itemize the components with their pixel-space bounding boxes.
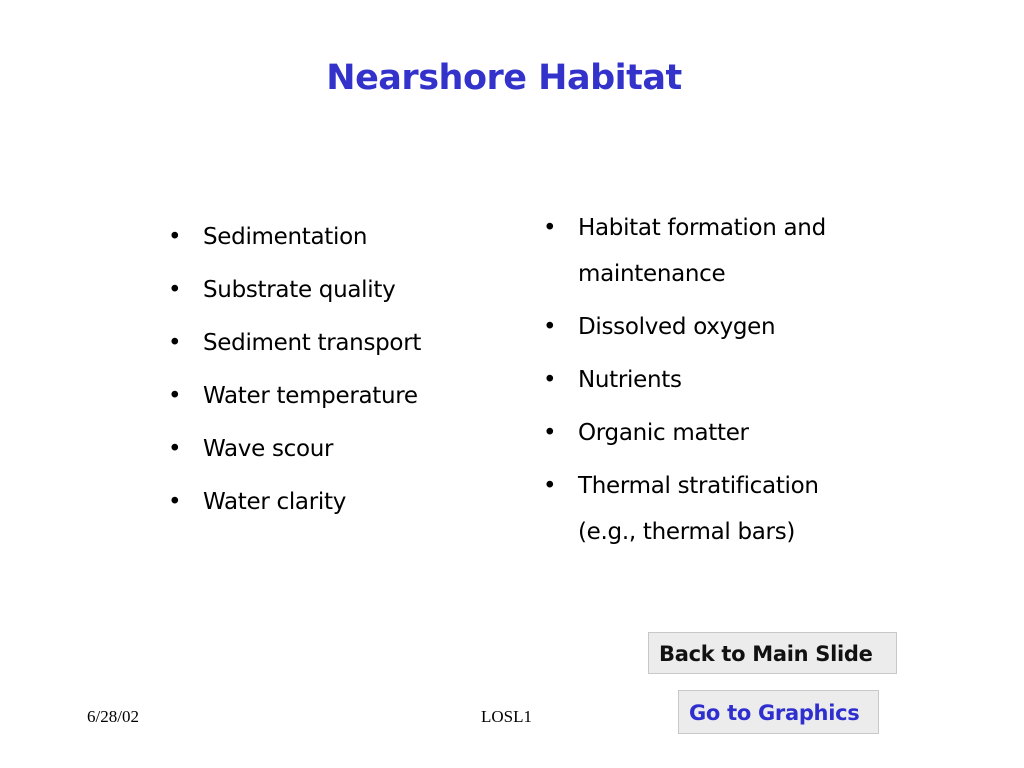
- bullet-text-continuation: (e.g., thermal bars): [578, 519, 796, 545]
- bullet-text: Nutrients: [578, 367, 682, 393]
- right-bullet-list: [543, 205, 893, 562]
- bullet-item: • Wave scour: [168, 426, 498, 472]
- slide-title: Nearshore Habitat: [326, 58, 682, 98]
- bullet-item: [543, 410, 893, 456]
- bullet-item: • Sedimentation: [168, 214, 498, 260]
- back-to-main-slide-button[interactable]: Back to Main Slide: [648, 632, 897, 674]
- bullet-item: • Water clarity: [168, 479, 498, 525]
- bullet-item: • Substrate quality: [168, 267, 498, 313]
- bullet-text: Dissolved oxygen: [578, 314, 776, 340]
- bullet-item: • Water temperature: [168, 373, 498, 419]
- footer-date: 6/28/02: [87, 707, 139, 726]
- left-bullet-list: [168, 214, 498, 532]
- bullet-item: [543, 304, 893, 350]
- bullet-text: Thermal stratification: [578, 473, 819, 499]
- bullet-item: [543, 463, 893, 555]
- bullet-item: [543, 357, 893, 403]
- bullet-item: [543, 205, 893, 297]
- footer-slide-code: LOSL1: [481, 707, 532, 726]
- bullet-item: • Sediment transport: [168, 320, 498, 366]
- go-to-graphics-button[interactable]: Go to Graphics: [678, 690, 879, 734]
- bullet-text-continuation: maintenance: [578, 261, 726, 287]
- bullet-text: Organic matter: [578, 420, 749, 446]
- bullet-text: Habitat formation and: [578, 215, 826, 241]
